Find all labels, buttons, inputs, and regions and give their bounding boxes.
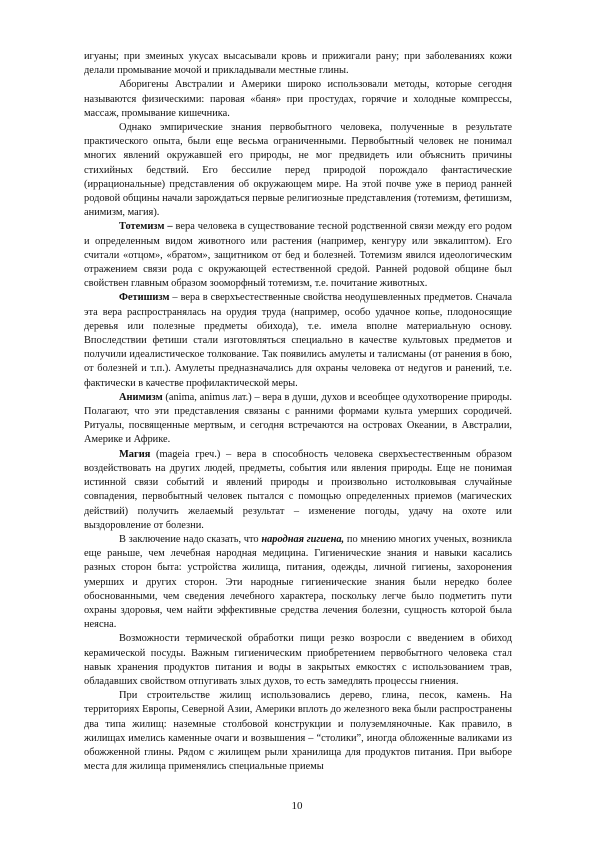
paragraph-text: В заключение надо сказать, что — [119, 533, 262, 545]
document-page — [84, 50, 512, 774]
paragraph — [84, 291, 512, 390]
paragraph-text: по мнению многих ученых, возникла еще раньше, чем лечебная народная медицина. Гигиенические знания и навыки касались разных сторон быта: устройства жилища, питания, одежды, личной гигиены, захоронения умерших и других сторон. Эти народные гигиенические знания были нередко более обоснованными, чем сведения лечебного характера, поскольку легче было подметить пути охраны здоровья, чем найти эффективные средства лечения болезни, сущность которой была неясна. — [84, 533, 512, 631]
emphasized-term: народная гигиена, — [261, 533, 345, 545]
paragraph — [84, 448, 512, 533]
paragraph — [84, 50, 512, 78]
paragraph-text: игуаны; при змеиных укусах высасывали кровь и прижигали рану; при заболеваниях кожи делали промывание мочой и прикладывали местные глины. — [84, 51, 512, 77]
paragraph-text: (anima, animus лат.) – вера в души, духов и всеобщее одухотворение природы. Полагают, что эти представления связаны с ранними формами культа умерших сородичей. Ритуалы, посвященные мертвым, и сегодня встречаются на островах Океании, в Австралии, Америке и Африке. — [84, 391, 512, 446]
paragraph — [84, 121, 512, 220]
paragraph-text: Возможности термической обработки пищи резко возросли с введением в обиход керамической посуды. Важным гигиеническим приобретением первобытного человека стал навык хранения продуктов питания и воды в закрытых емкостях с использованием трав, обладавших свойством отпугивать злых духов, то есть замедлять процессы гниения. — [84, 633, 512, 687]
paragraph-text: Однако эмпирические знания первобытного человека, полученные в результате практического опыта, были еще весьма ограниченными. Первобытный человек не понимал многих явлений окружавшей его природы, не мог предвидеть или объяснить причины стихийных бедствий. Его бессилие перед природой порождало фантастические (иррациональные) представления об окружающем мире. На этой почве уже в период ранней родовой общины начали зарождаться первые религиозные представления (тотемизм, фетишизм, анимизм, магия). — [84, 122, 512, 219]
emphasized-term: Фетишизм — [119, 292, 170, 304]
page-number: 10 — [291, 800, 303, 812]
paragraph — [84, 78, 512, 121]
paragraph — [84, 632, 512, 689]
emphasized-term: Магия — [119, 448, 151, 460]
paragraph — [84, 689, 512, 774]
paragraph — [84, 220, 512, 291]
paragraph-text: Аборигены Австралии и Америки широко использовали методы, которые сегодня называются физическими: паровая «баня» при простудах, горячие и холодные компрессы, массаж, промывание кишечника. — [84, 79, 512, 119]
paragraph — [84, 533, 512, 632]
emphasized-term: Тотемизм – — [119, 221, 173, 233]
paragraph — [84, 391, 512, 448]
paragraph-text: вера человека в существование тесной родственной связи между его родом и определенным видом животного или растения (например, кенгуру или эвкалиптом). Его считали «отцом», «братом», защитником от бед и болезней. Тотемизм явился идеологическим отражением связи рода с окружающей естественной средой. Ранней родовой общине был свойствен главным образом зооморфный тотемизм, т.е. почитание животных. — [84, 221, 513, 290]
paragraph-text: – вера в сверхъестественные свойства неодушевленных предметов. Сначала эта вера распространялась на орудия труда (например, особо удачное копье, плодоносящие деревья или полезные предметы обихода), т.е. имела вполне материальную основу. Впоследствии фетиши стали изготовляться специально в качестве культовых предметов и получили идеалистическое толкование. Так появились амулеты и талисманы (от ранения в бою, от болезней и т.п.). Амулеты предназначались для охраны человека от недугов и ранений, т.е. фактически в качестве профилактической меры. — [84, 292, 512, 389]
emphasized-term: Анимизм — [119, 391, 163, 403]
paragraph-text: (mageia греч.) – вера в способность человека сверхъестественным образом воздействовать на других людей, предметы, события или явления природы. Еще не понимая истинной связи событий и явлений природы и произвольно истолковывая случайные совпадения, первобытный человек пытался с помощью определенных приемов (магических действий) получить желаемый результат – изменение погоды, удачу на охоте или выздоровление от болезни. — [84, 448, 512, 531]
paragraph-text: При строительстве жилищ использовались дерево, глина, песок, камень. На территориях Европы, Северной Азии, Америки вплоть до железного века были распространены два типа жилищ: наземные столбовой конструкции и полуземляночные. Как правило, в жилищах имелись каменные очаги и возвышения – “столики”, иногда обложенные валиками из обожженной глины. Рядом с жилищем рыли хранилища для продуктов питания. При выборе места для жилища применялись специальные приемы — [84, 690, 512, 773]
